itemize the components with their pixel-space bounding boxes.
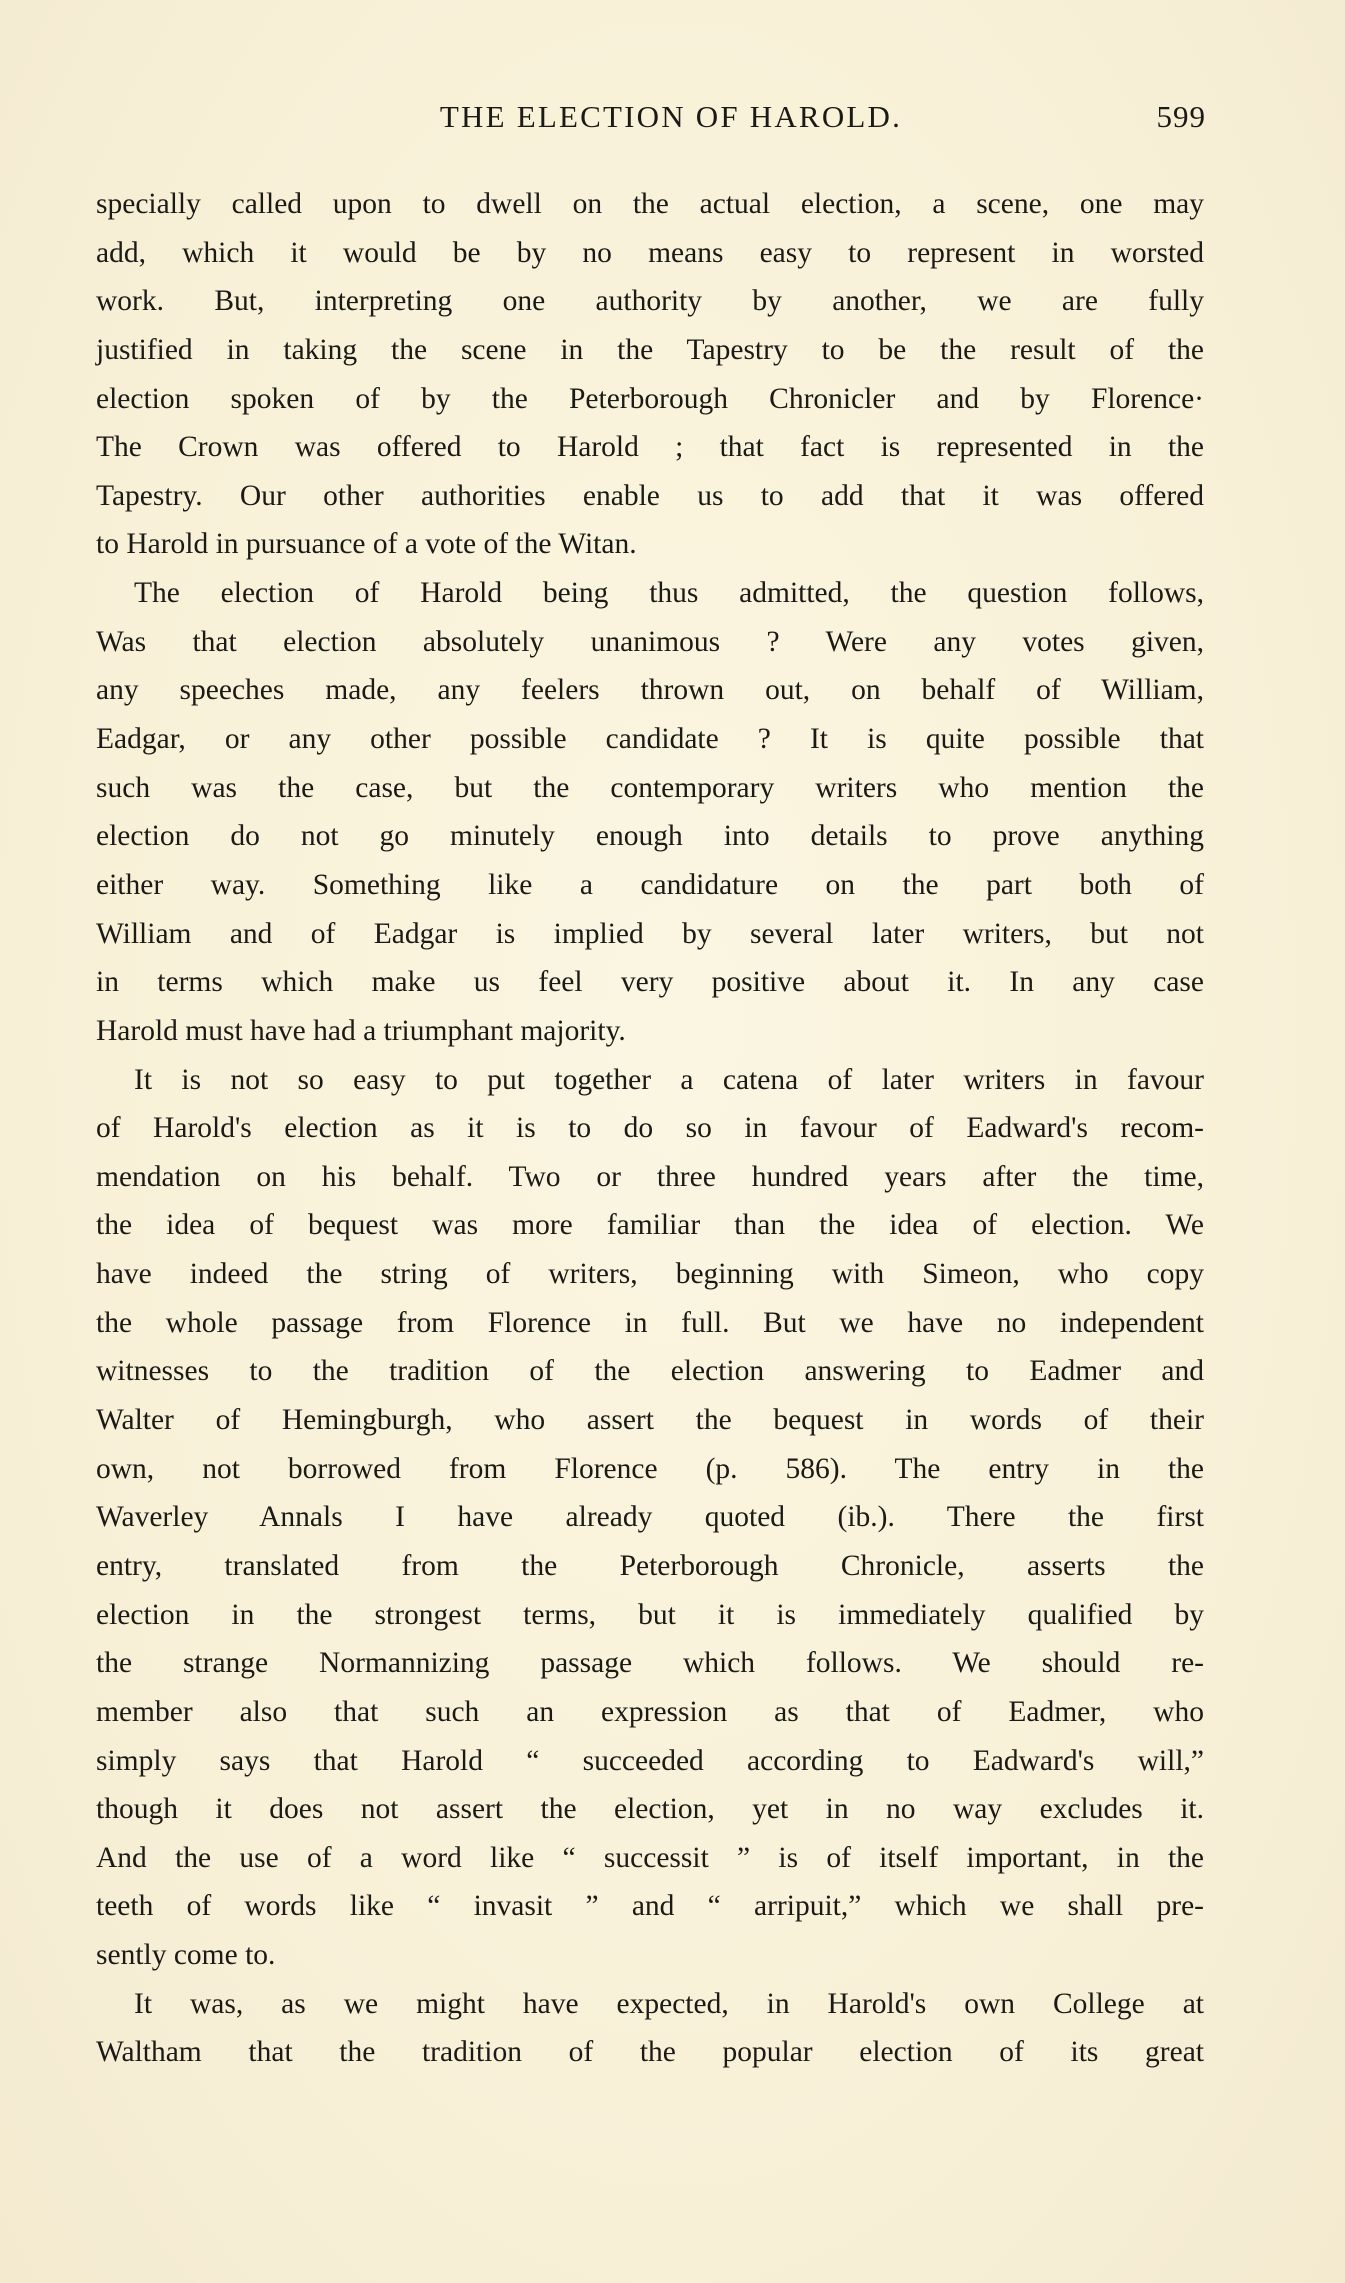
text-line: to Harold in pursuance of a vote of the Witan. <box>96 528 637 561</box>
text-line: the strange Normannizing passage which follows. We should re- <box>96 1647 1204 1680</box>
text-line: mendation on his behalf. Two or three hundred years after the time, <box>96 1160 1204 1193</box>
running-head <box>96 95 1206 139</box>
text-line: justified in taking the scene in the Tapestry to be the result of the <box>96 333 1204 366</box>
text-line: Was that election absolutely unanimous ? Were any votes given, <box>96 625 1204 658</box>
text-line: simply says that Harold “ succeeded according to Eadward's will,” <box>96 1744 1204 1777</box>
text-line: election spoken of by the Peterborough Chronicler and by Florence· <box>96 382 1204 415</box>
text-line: the idea of bequest was more familiar than the idea of election. We <box>96 1209 1204 1242</box>
page-number: 599 <box>1156 99 1206 134</box>
text-line: Harold must have had a triumphant majority. <box>96 1014 626 1047</box>
text-line: witnesses to the tradition of the election answering to Eadmer and <box>96 1355 1204 1388</box>
text-line: either way. Something like a candidature on the part both of <box>96 868 1204 901</box>
text-line: the whole passage from Florence in full. But we have no independent <box>96 1306 1204 1339</box>
text-line: own, not borrowed from Florence (p. 586). The entry in the <box>96 1452 1204 1485</box>
text-line: The election of Harold being thus admitted, the question follows, <box>134 577 1204 610</box>
text-line: have indeed the string of writers, beginning with Simeon, who copy <box>96 1258 1204 1291</box>
text-line: work. But, interpreting one authority by another, we are fully <box>96 285 1204 318</box>
text-line: Tapestry. Our other authorities enable us to add that it was offered <box>96 479 1204 512</box>
running-title: THE ELECTION OF HAROLD. <box>439 99 903 134</box>
text-line: in terms which make us feel very positive about it. In any case <box>96 966 1204 999</box>
text-line: It was, as we might have expected, in Harold's own College at <box>134 1987 1204 2020</box>
text-line: teeth of words like “ invasit ” and “ arripuit,” which we shall pre- <box>96 1890 1204 1923</box>
text-line: add, which it would be by no means easy to represent in worsted <box>96 236 1204 269</box>
text-line: election do not go minutely enough into details to prove anything <box>96 820 1204 853</box>
text-line: Waverley Annals I have already quoted (ib.). There the first <box>96 1501 1204 1534</box>
text-line: election in the strongest terms, but it is immediately qualified by <box>96 1598 1204 1631</box>
text-line: such was the case, but the contemporary writers who mention the <box>96 771 1204 804</box>
text-line: Waltham that the tradition of the popular election of its great <box>96 2036 1204 2069</box>
text-line: sently come to. <box>96 1939 276 1972</box>
text-line: The Crown was offered to Harold ; that fact is represented in the <box>96 431 1204 464</box>
text-line: William and of Eadgar is implied by several later writers, but not <box>96 917 1204 950</box>
text-line: member also that such an expression as that of Eadmer, who <box>96 1695 1204 1728</box>
text-line: Walter of Hemingburgh, who assert the bequest in words of their <box>96 1404 1204 1437</box>
text-line: And the use of a word like “ successit ” is of itself important, in the <box>96 1841 1204 1874</box>
text-line: Eadgar, or any other possible candidate ? It is quite possible that <box>96 723 1204 756</box>
body-text <box>96 180 1204 2077</box>
text-line: any speeches made, any feelers thrown out, on behalf of William, <box>96 674 1204 707</box>
text-line: specially called upon to dwell on the actual election, a scene, one may <box>96 188 1204 220</box>
text-line: of Harold's election as it is to do so in favour of Eadward's recom- <box>96 1112 1204 1145</box>
text-line: though it does not assert the election, yet in no way excludes it. <box>96 1793 1204 1826</box>
text-line: entry, translated from the Peterborough Chronicle, asserts the <box>96 1549 1204 1582</box>
text-line: It is not so easy to put together a catena of later writers in favour <box>134 1063 1204 1096</box>
